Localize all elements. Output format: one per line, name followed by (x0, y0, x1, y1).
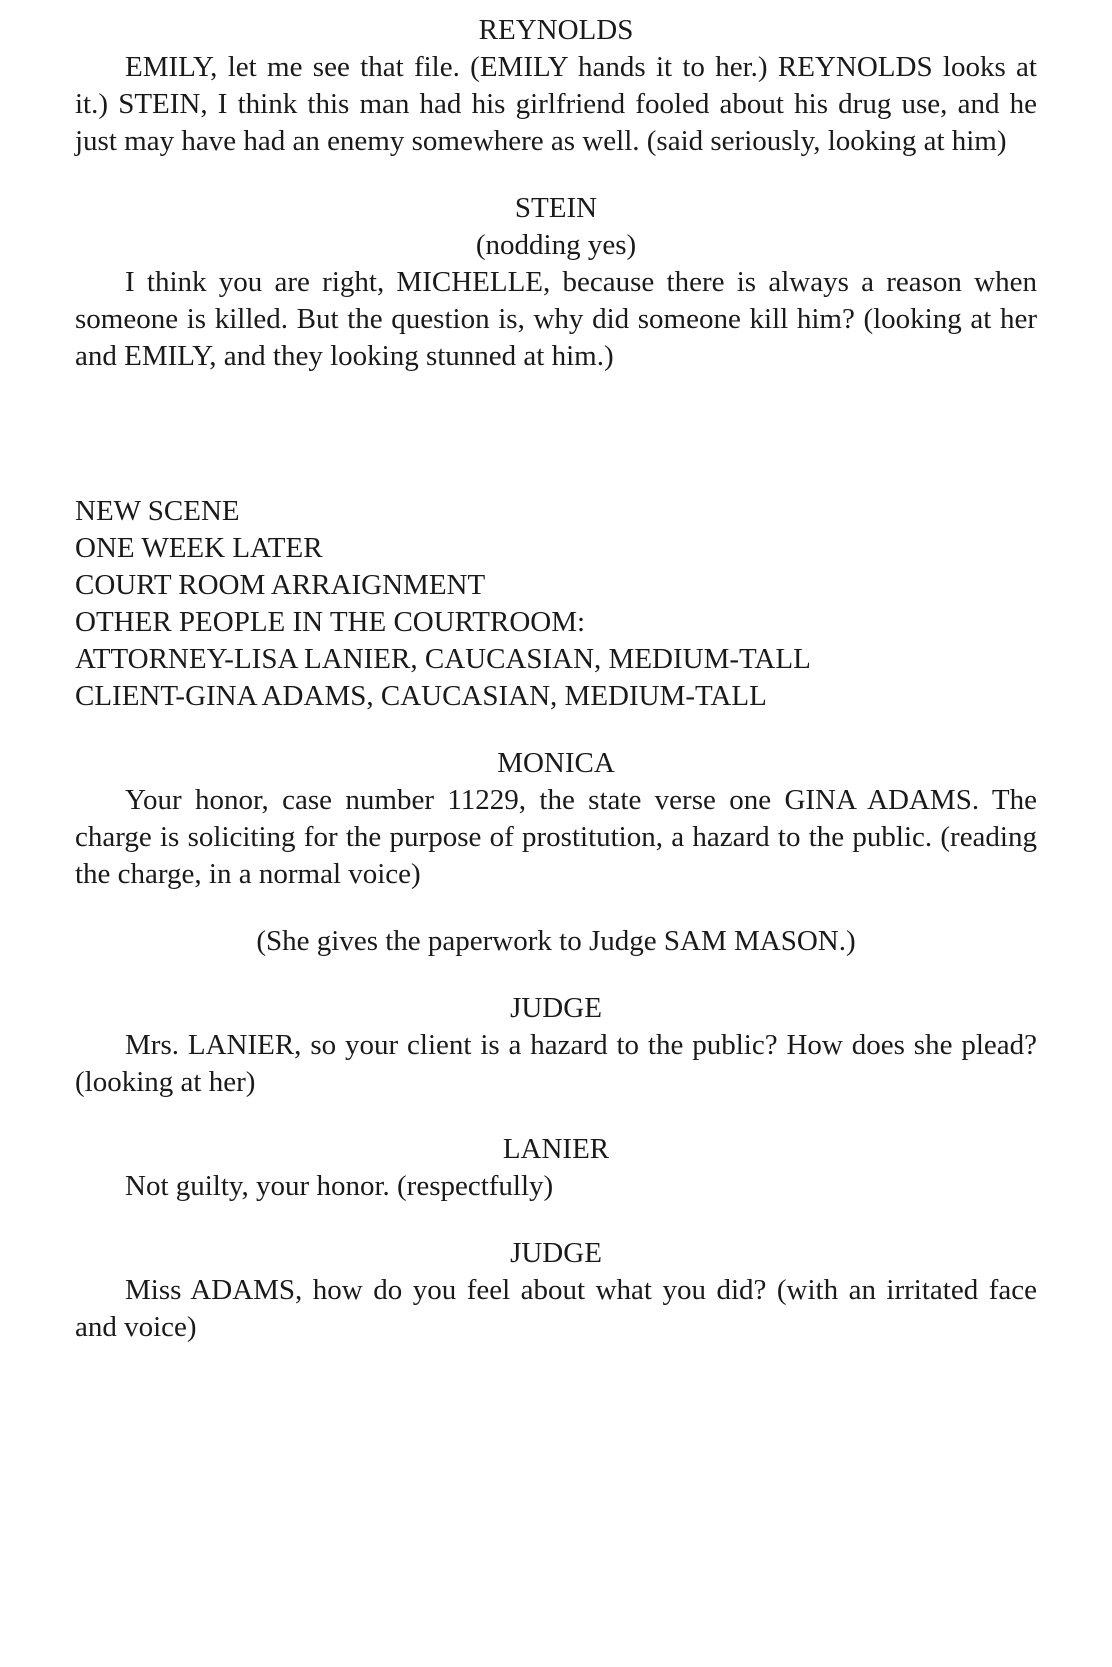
dialogue-reynolds: EMILY, let me see that file. (EMILY hands it to her.) REYNOLDS looks at it.) STEIN, I think this man had his girlfriend fooled about his drug use, and he just may have had an enemy somewhere as well. (said seriously, looking at him) (75, 51, 1037, 157)
scene-line: ATTORNEY-LISA LANIER, CAUCASIAN, MEDIUM-TALL (75, 643, 811, 675)
speaker-judge-2: JUDGE (510, 1237, 602, 1269)
scene-line: OTHER PEOPLE IN THE COURTROOM: (75, 606, 586, 638)
scene-heading (75, 493, 1037, 715)
dialogue-stein: I think you are right, MICHELLE, because there is always a reason when someone is killed. But the question is, why did someone kill him? (looking at her and EMILY, and they looking stunned at him.) (75, 266, 1037, 372)
script-content (75, 12, 1037, 1346)
parenthetical-stein: (nodding yes) (475, 229, 637, 261)
speaker-stein: STEIN (514, 192, 598, 224)
speaker-judge: JUDGE (510, 992, 602, 1024)
scene-line: COURT ROOM ARRAIGNMENT (75, 569, 486, 601)
dialogue-judge: Mrs. LANIER, so your client is a hazard to the public? How does she plead? (looking at her) (75, 1029, 1037, 1098)
dialogue-lanier: Not guilty, your honor. (respectfully) (125, 1170, 554, 1202)
scene-line: NEW SCENE (75, 495, 240, 527)
dialogue-judge-2: Miss ADAMS, how do you feel about what you did? (with an irritated face and voice) (75, 1274, 1037, 1343)
scene-line: CLIENT-GINA ADAMS, CAUCASIAN, MEDIUM-TALL (75, 680, 767, 712)
speaker-lanier: LANIER (502, 1133, 610, 1165)
scene-line: ONE WEEK LATER (75, 532, 323, 564)
speaker-reynolds: REYNOLDS (478, 14, 634, 46)
speaker-monica: MONICA (497, 747, 615, 779)
stage-direction: (She gives the paperwork to Judge SAM MASON.) (256, 925, 856, 957)
dialogue-monica: Your honor, case number 11229, the state verse one GINA ADAMS. The charge is soliciting for the purpose of prostitution, a hazard to the public. (reading the charge, in a normal voice) (75, 784, 1037, 890)
